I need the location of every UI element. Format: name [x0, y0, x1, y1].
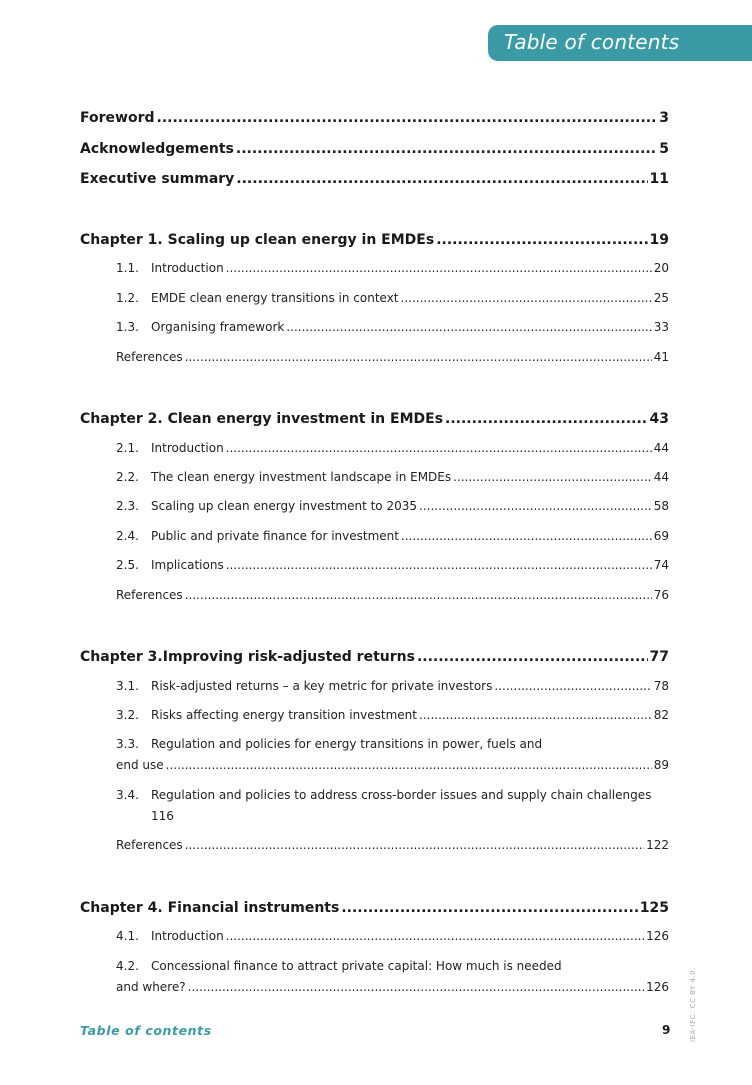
toc-section-1-1[interactable] [116, 261, 669, 275]
toc-section-3-3-line1[interactable] [116, 737, 542, 751]
toc-section-label: Implications [151, 558, 224, 572]
toc-references-2[interactable] [116, 588, 669, 602]
toc-entry-executive-summary[interactable] [80, 171, 669, 187]
toc-section-number: 2.2. [116, 470, 139, 484]
toc-chapter-1[interactable] [80, 232, 669, 248]
credit-text: IEA-IFC. CC BY 4.0. [689, 967, 697, 1042]
footer-title: Table of contents [80, 1023, 212, 1038]
toc-page-number: 11 [649, 171, 669, 187]
toc-page-number: 69 [653, 529, 669, 543]
toc-section-number: 3.3. [116, 737, 139, 751]
toc-section-number: 1.1. [116, 261, 139, 275]
toc-section-number: 3.1. [116, 679, 139, 693]
toc-section-number: 2.3. [116, 499, 139, 513]
toc-entry-label: Foreword [80, 110, 155, 126]
toc-section-4-1[interactable] [116, 929, 669, 943]
toc-section-number: 2.1. [116, 441, 139, 455]
toc-section-number: 3.2. [116, 708, 139, 722]
toc-section-4-2-line2[interactable] [116, 980, 669, 994]
toc-page-number: 82 [653, 708, 669, 722]
side-credit [679, 912, 699, 1042]
toc-page-number: 126 [646, 929, 669, 943]
toc-page-number: 126 [646, 980, 669, 994]
toc-section-number: 2.4. [116, 529, 139, 543]
toc-section-label: The clean energy investment landscape in EMDEs [151, 470, 452, 484]
toc-section-2-2[interactable] [116, 470, 669, 484]
toc-section-label: Introduction [151, 441, 224, 455]
toc-section-label: Regulation and policies for energy transitions in power, fuels and [151, 737, 543, 751]
toc-references-label: References [116, 350, 183, 364]
toc-page-number: 77 [649, 649, 669, 665]
toc-page-number: 89 [653, 758, 669, 772]
toc-section-label: Risk-adjusted returns – a key metric for private investors [151, 679, 493, 693]
toc-page-number: 125 [639, 900, 669, 916]
toc-section-label: Introduction [151, 929, 224, 943]
toc-references-1[interactable] [116, 350, 669, 364]
toc-section-number: 1.3. [116, 320, 139, 334]
toc-page-number: 41 [653, 350, 669, 364]
toc-entry-label: Executive summary [80, 171, 235, 187]
toc-page-number: 58 [653, 499, 669, 513]
toc-section-2-5[interactable] [116, 558, 669, 572]
toc-section-label: EMDE clean energy transitions in context [151, 291, 399, 305]
toc-chapter-3[interactable] [80, 649, 669, 665]
toc-page-number: 5 [659, 141, 669, 157]
toc-section-label: Scaling up clean energy investment to 2035 [151, 499, 418, 513]
toc-section-label: Organising framework [151, 320, 285, 334]
toc-section-label-continued: and where? [116, 980, 186, 994]
toc-section-number: 1.2. [116, 291, 139, 305]
toc-page-number: 122 [646, 838, 669, 852]
toc-section-label-continued: end use [116, 758, 164, 772]
toc-page-number: 74 [653, 558, 669, 572]
toc-chapter-4[interactable] [80, 900, 669, 916]
toc-entry-label: Acknowledgements [80, 141, 234, 157]
toc-section-3-3-line2[interactable] [116, 758, 669, 772]
toc-section-3-1[interactable] [116, 679, 669, 693]
toc-section-2-4[interactable] [116, 529, 669, 543]
toc-section-number: 4.1. [116, 929, 139, 943]
toc-section-number: 2.5. [116, 558, 139, 572]
toc-section-label: Public and private finance for investment [151, 529, 399, 543]
toc-section-label: Regulation and policies to address cross-border issues and supply chain challenges [151, 788, 652, 802]
toc-section-1-2[interactable] [116, 291, 669, 305]
toc-section-2-1[interactable] [116, 441, 669, 455]
toc-page-number: 33 [653, 320, 669, 334]
toc-references-3[interactable] [116, 838, 669, 852]
footer-page-number: 9 [662, 1023, 671, 1037]
toc-page-number: 44 [653, 441, 669, 455]
toc-section-2-3[interactable] [116, 499, 669, 513]
toc-references-label: References [116, 588, 183, 602]
toc-section-label: Introduction [151, 261, 224, 275]
toc-page-number: 19 [649, 232, 669, 248]
header-tab-label: Table of contents [504, 30, 680, 54]
toc-chapter-label: Chapter 3.Improving risk-adjusted returns [80, 649, 415, 665]
toc-entry-foreword[interactable] [80, 110, 669, 126]
toc-section-label: Concessional finance to attract private capital: How much is needed [151, 959, 562, 973]
toc-page-number: 20 [653, 261, 669, 275]
toc-chapter-label: Chapter 4. Financial instruments [80, 900, 340, 916]
toc-page-number: 44 [653, 470, 669, 484]
toc-chapter-label: Chapter 1. Scaling up clean energy in EMDEs [80, 232, 435, 248]
toc-section-3-2[interactable] [116, 708, 669, 722]
toc-page-number: 43 [649, 411, 669, 427]
toc-references-label: References [116, 838, 183, 852]
toc-section-1-3[interactable] [116, 320, 669, 334]
toc-entry-acknowledgements[interactable] [80, 141, 669, 157]
toc-section-number: 4.2. [116, 959, 139, 973]
toc-page-number: 116 [151, 809, 174, 823]
toc-section-4-2-line1[interactable] [116, 959, 562, 973]
toc-chapter-2[interactable] [80, 411, 669, 427]
toc-section-3-4-page[interactable] [151, 809, 174, 823]
toc-section-label: Risks affecting energy transition investment [151, 708, 417, 722]
toc-page-number: 78 [653, 679, 669, 693]
toc-page-number: 3 [659, 110, 669, 126]
toc-page-number: 76 [653, 588, 669, 602]
toc-section-3-4-line1[interactable] [116, 788, 651, 802]
toc-page-number: 25 [653, 291, 669, 305]
header-tab [488, 25, 752, 61]
toc-chapter-label: Chapter 2. Clean energy investment in EMDEs [80, 411, 444, 427]
toc-section-number: 3.4. [116, 788, 139, 802]
